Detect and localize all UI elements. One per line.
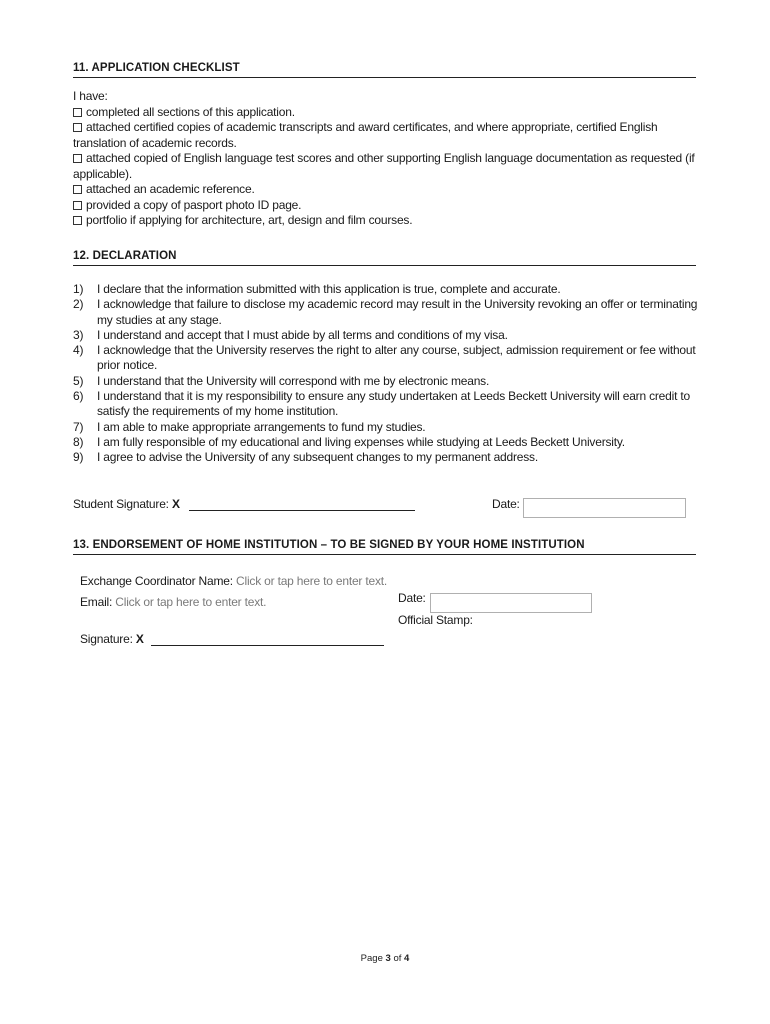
- checkbox[interactable]: [73, 216, 82, 225]
- declaration-text: I am fully responsible of my educational and living expenses while studying at Leeds Beckett University.: [97, 434, 625, 449]
- declaration-item: [73, 343, 703, 374]
- checklist-heading: 11. APPLICATION CHECKLIST: [73, 61, 696, 78]
- signature-x-mark: X: [171, 497, 180, 511]
- checklist-item-text: attached certified copies of academic transcripts and award certificates, and where appropriate, certified English translation of academic records.: [73, 120, 658, 150]
- student-signature-label: Student Signature:: [73, 497, 169, 511]
- student-signature-row: [73, 497, 415, 512]
- email-label: Email:: [80, 595, 113, 609]
- checklist-item-text: provided a copy of pasport photo ID page.: [86, 197, 302, 212]
- checklist-item-text: attached an academic reference.: [86, 182, 255, 196]
- declaration-heading: 12. DECLARATION: [73, 249, 696, 266]
- checklist-item-text: completed all sections of this application.: [86, 104, 295, 119]
- checklist-item[interactable]: [73, 213, 703, 229]
- email-field[interactable]: Click or tap here to enter text.: [115, 595, 267, 609]
- declaration-number: 2): [73, 297, 84, 312]
- checklist-item[interactable]: [73, 182, 703, 198]
- declaration-number: 1): [73, 282, 84, 296]
- declaration-text: I declare that the information submitted with this application is true, complete and accurate.: [97, 282, 561, 296]
- declaration-text: I acknowledge that failure to disclose my academic record may result in the University revoking an offer or terminating my studies at any stage.: [97, 297, 698, 327]
- footer-current-page: 3: [385, 953, 391, 964]
- email-row: [80, 595, 266, 610]
- endorsement-signature-label: Signature:: [80, 632, 133, 646]
- endorsement-signature-line[interactable]: [151, 633, 384, 646]
- checklist-item-text: attached copied of English language test scores and other supporting English language documentation as requested (if applicable).: [73, 151, 695, 181]
- declaration-item: [73, 389, 703, 420]
- declaration-number: 7): [73, 419, 84, 434]
- footer-of-word: of: [393, 953, 402, 964]
- endorsement-date-field[interactable]: [430, 593, 592, 613]
- checklist-item[interactable]: [73, 151, 703, 182]
- declaration-text: I understand that it is my responsibility to ensure any study undertaken at Leeds Beckett University will earn credit to satisfy the requirements of my home institution.: [97, 389, 690, 419]
- declaration-number: 3): [73, 327, 84, 342]
- declaration-item: [73, 435, 703, 450]
- endorsement-heading: 13. ENDORSEMENT OF HOME INSTITUTION – TO BE SIGNED BY YOUR HOME INSTITUTION: [73, 538, 696, 555]
- page-footer: [0, 953, 770, 964]
- declaration-list: [73, 282, 703, 466]
- student-date-field[interactable]: [523, 498, 686, 518]
- checkbox[interactable]: [73, 123, 82, 132]
- declaration-item: [73, 420, 703, 435]
- checklist-item-text: portfolio if applying for architecture, art, design and film courses.: [86, 213, 413, 227]
- checklist-intro: I have:: [73, 89, 108, 103]
- declaration-number: 6): [73, 389, 84, 404]
- declaration-item: [73, 297, 703, 328]
- checklist-item[interactable]: [73, 120, 703, 151]
- declaration-number: 8): [73, 434, 84, 449]
- declaration-text: I agree to advise the University of any subsequent changes to my permanent address.: [97, 450, 538, 465]
- declaration-text: I understand and accept that I must abide by all terms and conditions of my visa.: [97, 327, 508, 342]
- checkbox[interactable]: [73, 185, 82, 194]
- student-date-label: Date:: [492, 497, 520, 511]
- checkbox[interactable]: [73, 201, 82, 210]
- signature-x-mark: X: [135, 632, 144, 646]
- checklist-item[interactable]: [73, 105, 703, 121]
- checklist-item[interactable]: [73, 198, 703, 214]
- endorsement-signature-row: [80, 632, 384, 647]
- checkbox[interactable]: [73, 108, 82, 117]
- declaration-text: I understand that the University will correspond with me by electronic means.: [97, 373, 490, 388]
- declaration-number: 5): [73, 373, 84, 388]
- declaration-item: [73, 450, 703, 465]
- official-stamp-label: Official Stamp:: [398, 613, 473, 627]
- student-signature-line[interactable]: [189, 498, 415, 511]
- coordinator-name-field[interactable]: Click or tap here to enter text.: [236, 574, 388, 588]
- declaration-text: I acknowledge that the University reserves the right to alter any course, subject, admission requirement or fee without prior notice.: [97, 343, 696, 373]
- footer-page-word: Page: [360, 953, 383, 964]
- declaration-item: [73, 374, 703, 389]
- checkbox[interactable]: [73, 154, 82, 163]
- footer-total-pages: 4: [404, 953, 410, 964]
- coordinator-name-label: Exchange Coordinator Name:: [80, 574, 233, 588]
- endorsement-date-label: Date:: [398, 591, 426, 605]
- declaration-number: 9): [73, 450, 84, 465]
- declaration-item: [73, 282, 703, 297]
- checklist-body: [73, 89, 703, 229]
- declaration-number: 4): [73, 343, 84, 358]
- declaration-text: I am able to make appropriate arrangements to fund my studies.: [97, 419, 426, 434]
- declaration-item: [73, 328, 703, 343]
- coordinator-name-row: [80, 574, 387, 589]
